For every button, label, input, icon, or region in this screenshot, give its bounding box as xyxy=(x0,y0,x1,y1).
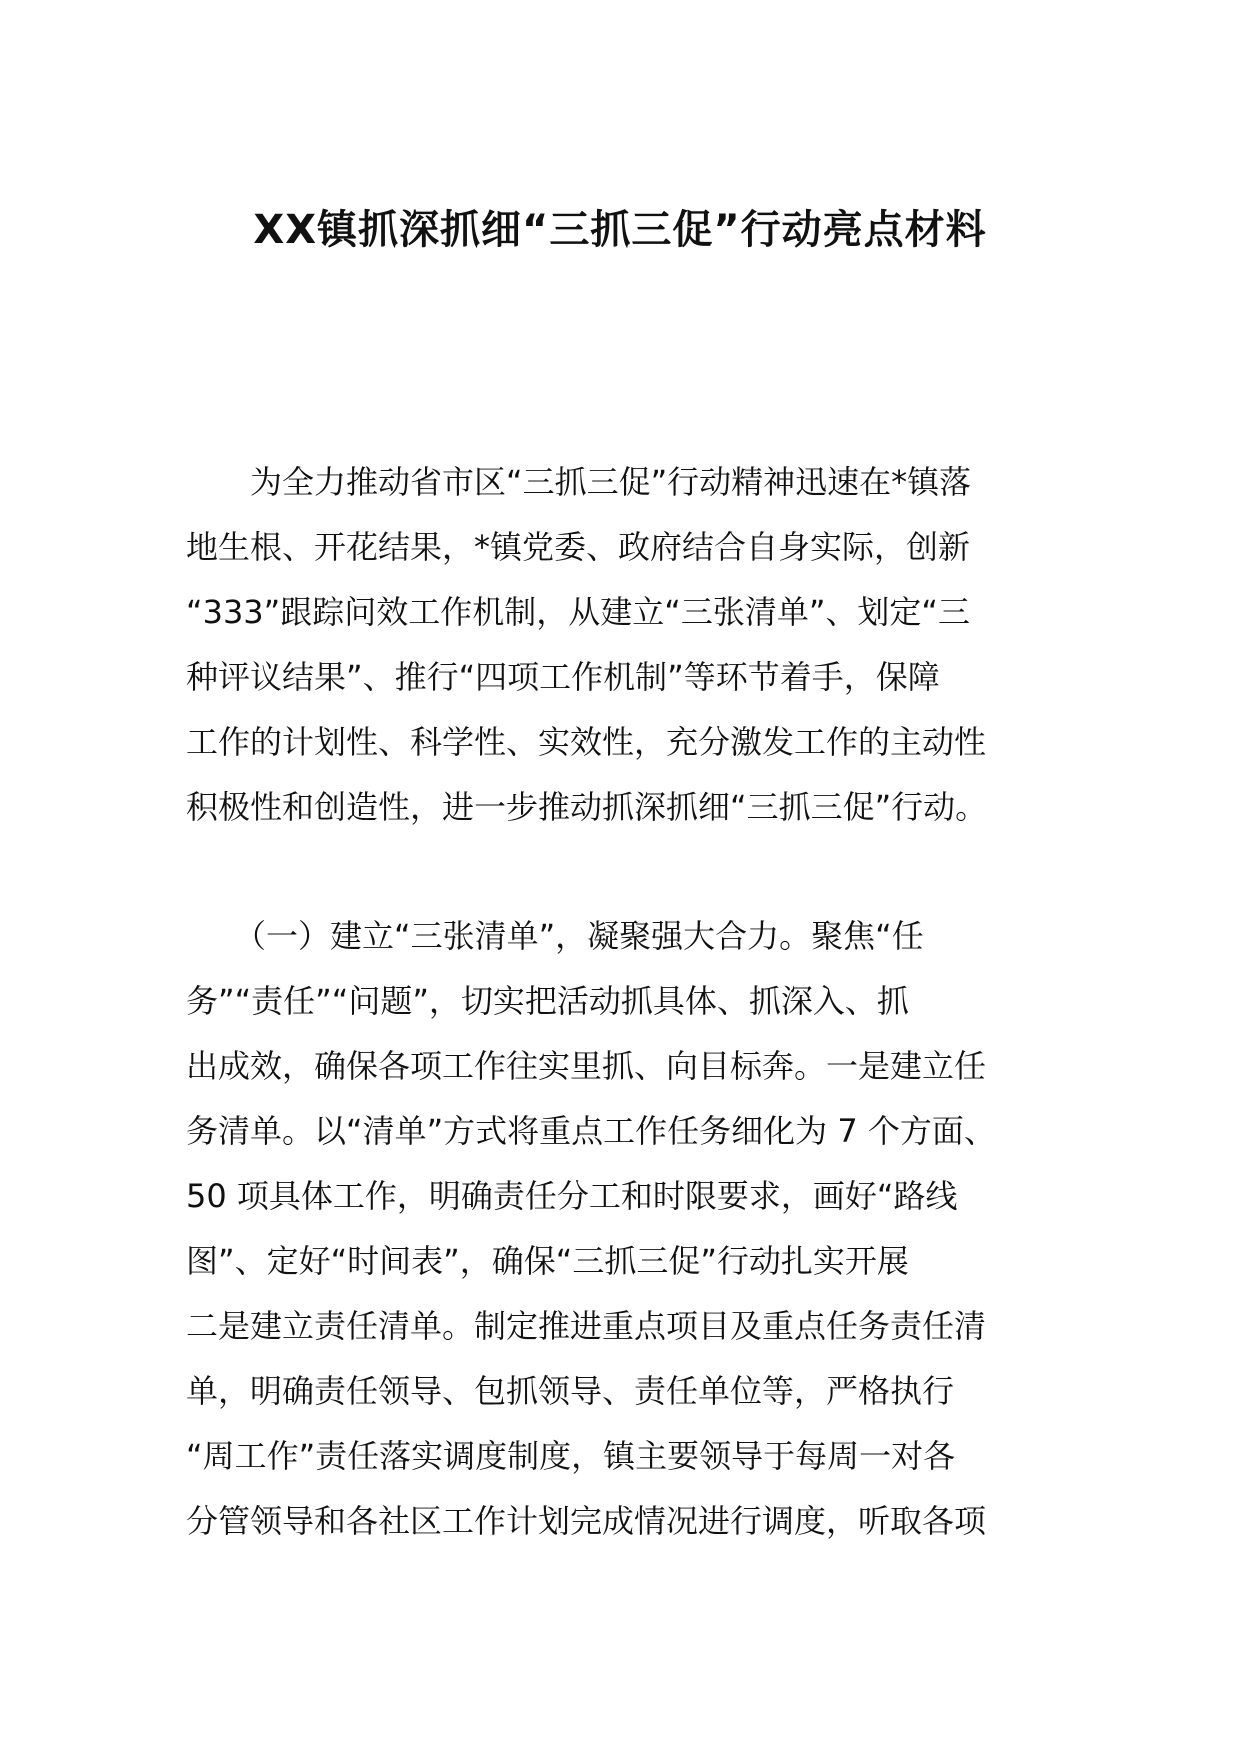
paragraph-line: 积极性和创造性，进一步推动抓深抓细“三抓三促”行动。 xyxy=(186,788,988,826)
paragraph-line: 为全力推动省市区“三抓三促”行动精神迅速在*镇落 xyxy=(186,463,972,501)
paragraph-line: 图”、定好“时间表”，确保“三抓三促”行动扎实开展 xyxy=(186,1242,909,1280)
paragraph-line: （一）建立“三张清单”，凝聚强大合力。聚焦“任 xyxy=(186,917,924,955)
paragraph-line: “333”跟踪问效工作机制，从建立“三张清单”、划定“三 xyxy=(186,593,970,631)
paragraph-line: 50 项具体工作，明确责任分工和时限要求，画好“路线 xyxy=(186,1177,958,1215)
paragraph-line: 务清单。以“清单”方式将重点工作任务细化为 7 个方面、 xyxy=(186,1112,996,1150)
paragraph-line: 地生根、开花结果，*镇党委、政府结合自身实际，创新 xyxy=(186,528,971,566)
paragraph-intro xyxy=(186,450,1066,840)
document-title: XX镇抓深抓细“三抓三促”行动亮点材料 xyxy=(253,207,987,253)
paragraph-line: 出成效，确保各项工作往实里抓、向目标奔。一是建立任 xyxy=(186,1047,987,1085)
paragraph-line: 二是建立责任清单。制定推进重点项目及重点任务责任清 xyxy=(186,1307,987,1345)
paragraph-line: 单，明确责任领导、包抓领导、责任单位等，严格执行 xyxy=(186,1372,955,1410)
paragraph-section-one xyxy=(186,904,1066,1554)
paragraph-line: 工作的计划性、科学性、实效性，充分激发工作的主动性 xyxy=(186,723,987,761)
paragraph-line: 务”“责任”“问题”，切实把活动抓具体、抓深入、抓 xyxy=(186,982,909,1020)
paragraph-line: 种评议结果”、推行“四项工作机制”等环节着手，保障 xyxy=(186,658,940,696)
paragraph-line: 分管领导和各社区工作计划完成情况进行调度，听取各项 xyxy=(186,1502,987,1540)
paragraph-line: “周工作”责任落实调度制度，镇主要领导于每周一对各 xyxy=(186,1437,956,1475)
